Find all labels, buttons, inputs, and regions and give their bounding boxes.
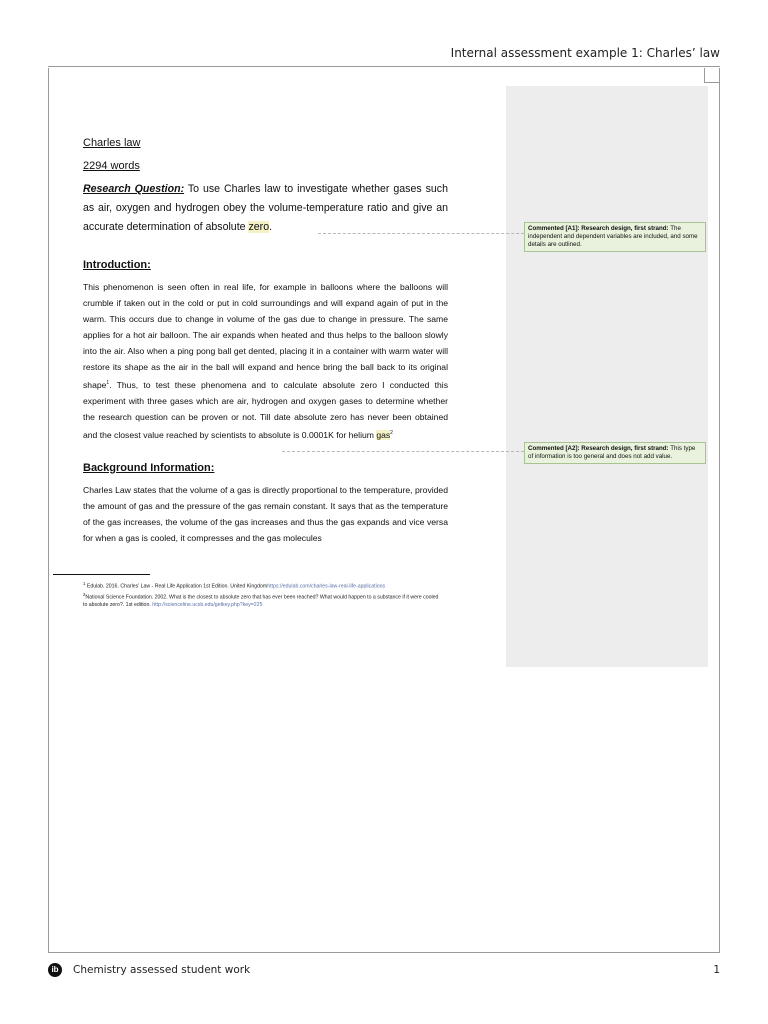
footnote-separator — [53, 574, 150, 575]
background-paragraph: Charles Law states that the volume of a gas is directly proportional to the temperature, provided the amount of gas and the pressure of the gas remain constant. It says that as the temperature of the gas increases, the volume of the gas increases and thus the gas expands and vice versa for when a gas is cooled, it compresses and the gas molecules — [83, 485, 448, 543]
comment-a2-text: This type of information is too general and does not add value. — [528, 445, 696, 460]
footnote-1-number: 1 — [83, 581, 86, 586]
footnote-2-link[interactable]: http://scienceline.ucsb.edu/getkey.php?key=225 — [152, 602, 263, 609]
page-corner-fold-icon — [704, 68, 719, 83]
comment-connector-2 — [282, 451, 524, 452]
header-title: Internal assessment example 1: Charles’ law — [450, 46, 720, 60]
footnotes — [83, 580, 443, 609]
background-heading-part2: Information: — [150, 462, 215, 474]
footnote-1-link[interactable]: https://edulab.com/charles-law-real-life-applications — [267, 583, 386, 590]
footer-label: Chemistry assessed student work — [73, 964, 251, 976]
footnote-1 — [83, 580, 443, 591]
introduction-text-cont: . Thus, to test these phenomena and to calculate absolute zero I conducted this experiment with three gases which are air, hydrogen and oxygen gases to determine whether the research question can be proven or not. Till date absolute zero has never been obtained and the closest value reached by scientists to absolute is 0.0001K for helium — [83, 379, 448, 440]
research-question-highlight[interactable]: zero — [248, 221, 270, 233]
footnote-2 — [83, 591, 443, 610]
page-number: 1 — [713, 964, 720, 976]
footnote-2-text: National Science Foundation. 2002. What is the closest to absolute zero that has ever been reached? What would happen to a substance if it were cooled to absolute zero?. 1st edition. — [83, 594, 439, 609]
comment-a1-label: Commented [A1]: Research design, first strand: — [528, 225, 669, 232]
comment-a2[interactable] — [524, 442, 706, 464]
footnote-ref-1[interactable]: 1 — [106, 380, 110, 386]
word-count: 2294 words — [83, 160, 140, 172]
background-heading — [83, 462, 214, 474]
document-title: Charles law — [83, 137, 141, 149]
comment-a2-label: Commented [A2]: Research design, first strand: — [528, 445, 669, 452]
research-question — [83, 180, 448, 237]
research-question-text: To use Charles law to investigate whether gases such as air, oxygen and hydrogen obey the volume-temperature ratio and give an accurate determination of absolute — [83, 183, 448, 233]
introduction-highlight[interactable]: gas — [376, 429, 391, 440]
background-heading-part1: Background — [83, 462, 148, 474]
research-question-label: Research Question: — [83, 183, 185, 195]
header-divider — [48, 66, 720, 67]
introduction-text: This phenomenon is seen often in real life, for example in balloons where the balloons will crumble if taken out in the cold or put in cold surroundings and will expand again of put in the warm. This occurs due to change in volume of the gas due to change in pressure. The same applies for a hot air balloon. The air expands when heated and thus helps to the balloon slowly into the air. Also when a ping pong ball get dented, placing it in a container with warm water will restore its shape as the air in the ball will expand and hence bring the ball back to its original shape — [83, 282, 448, 390]
footnote-ref-2[interactable]: 2 — [390, 429, 393, 436]
research-question-end: . — [269, 221, 273, 233]
ib-logo-icon: ib — [48, 963, 62, 977]
introduction-paragraph — [83, 279, 448, 443]
comment-a1-text: The independent and dependent variables are included, and some details are outlined. — [528, 225, 698, 248]
comment-a1[interactable] — [524, 222, 706, 252]
footnote-1-text: Edulab. 2016. Charles’ Law - Real Life Application 1st Edition. United Kingdom — [85, 583, 268, 590]
comment-pane — [506, 86, 708, 667]
footnote-2-number: 2 — [83, 591, 86, 597]
introduction-heading: Introduction: — [83, 259, 151, 271]
